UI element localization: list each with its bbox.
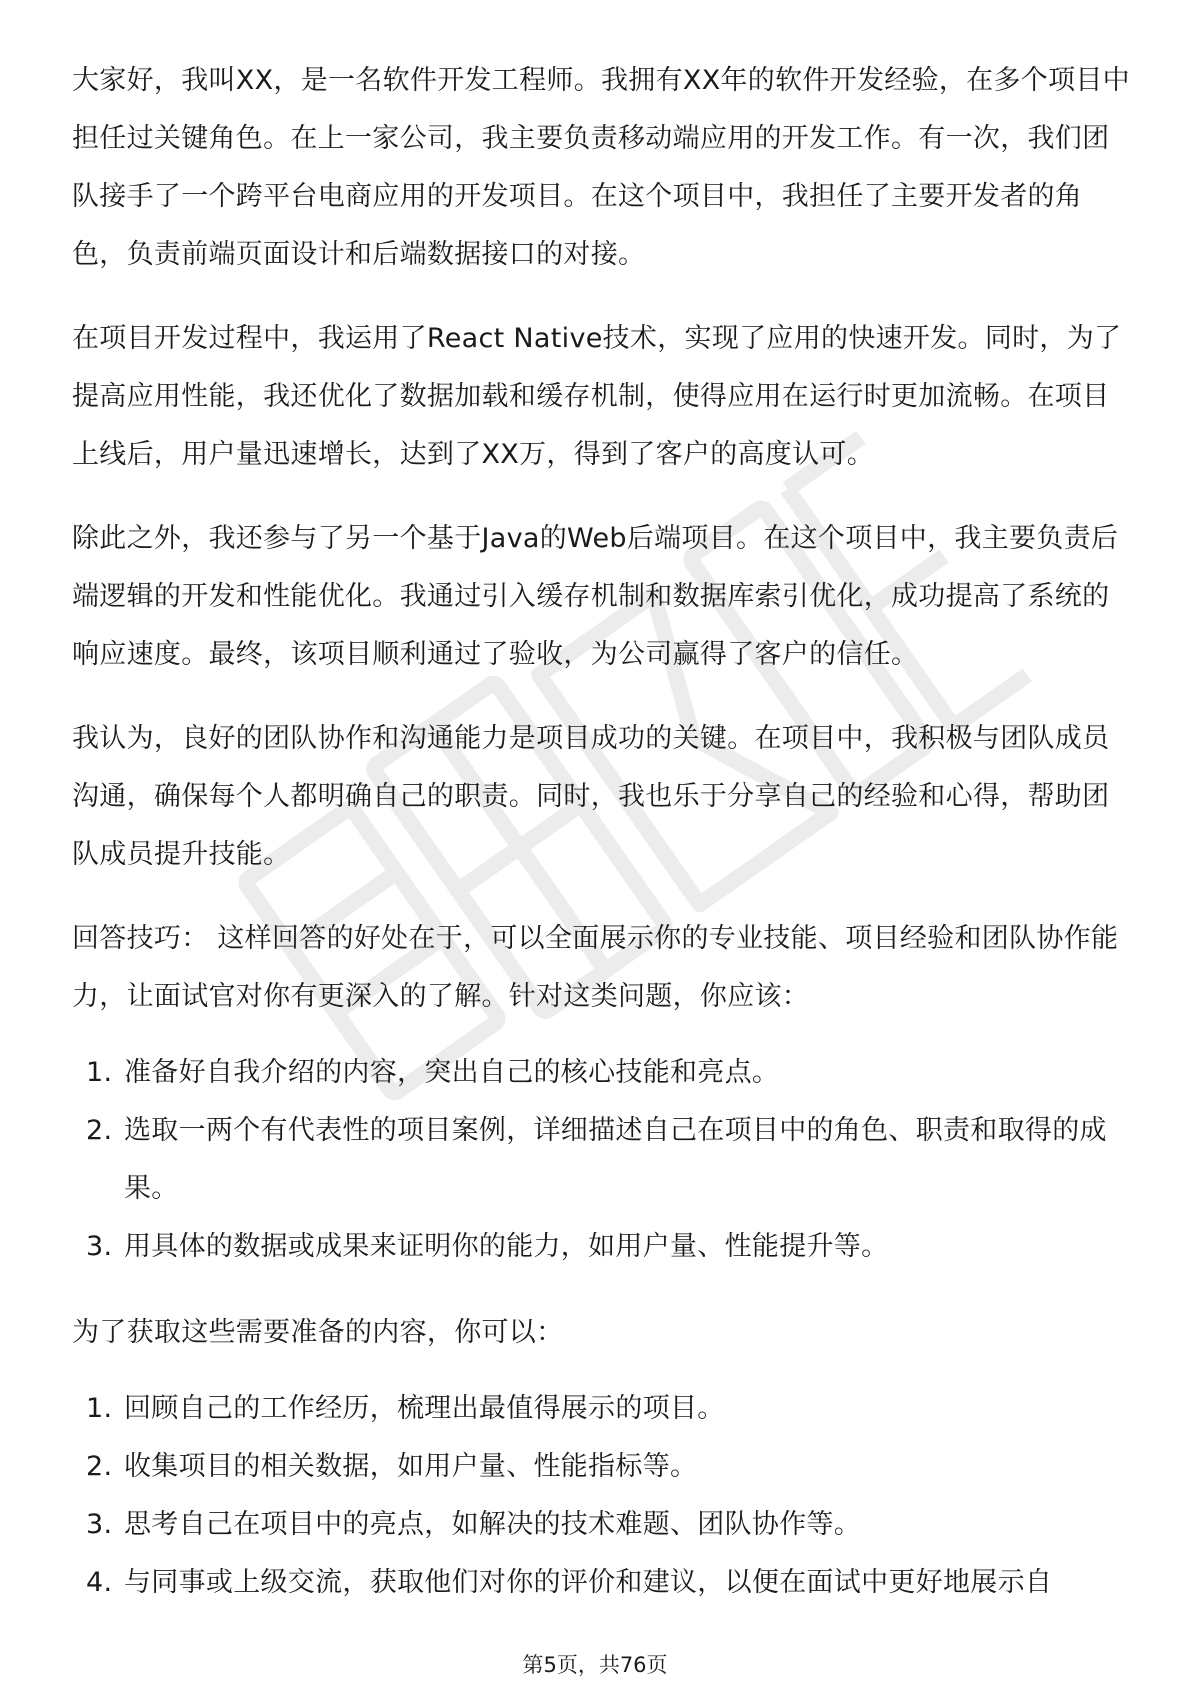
paragraph-java-web-project: 除此之外，我还参与了另一个基于Java的Web后端项目。在这个项目中，我主要负责后端逻辑的开发和性能优化。我通过引入缓存机制和数据库索引优化，成功提高了系统的响应速度。最终，该项目顺利通过了验收，为公司赢得了客户的信任。 <box>72 523 1119 670</box>
list-item <box>72 1102 1132 1218</box>
list-item-number: 1. <box>86 1057 113 1088</box>
list-item-number: 1. <box>86 1393 113 1424</box>
document-page <box>72 52 1132 1640</box>
list-item-text: 思考自己在项目中的亮点，如解决的技术难题、团队协作等。 <box>124 1509 862 1540</box>
page-number-footer: 第5页，共76页 <box>522 1653 668 1677</box>
list-item-number: 2. <box>86 1115 113 1146</box>
list-item-number: 3. <box>86 1231 113 1262</box>
list-item-text: 用具体的数据或成果来证明你的能力，如用户量、性能提升等。 <box>124 1231 889 1262</box>
list-item-text: 收集项目的相关数据，如用户量、性能指标等。 <box>124 1451 698 1482</box>
list-item-text: 选取一两个有代表性的项目案例，详细描述自己在项目中的角色、职责和取得的成果。 <box>124 1115 1107 1204</box>
list-item-number: 3. <box>86 1509 113 1540</box>
list-item-text: 准备好自我介绍的内容，突出自己的核心技能和亮点。 <box>124 1057 780 1088</box>
paragraph-react-native-project: 在项目开发过程中，我运用了React Native技术，实现了应用的快速开发。同时，为了提高应用性能，我还优化了数据加载和缓存机制，使得应用在运行时更加流畅。在项目上线后，用户量迅速增长，达到了XX万，得到了客户的高度认可。 <box>72 323 1122 470</box>
list-item <box>72 1218 1132 1276</box>
list-item <box>72 1554 1132 1612</box>
list-item <box>72 1044 1132 1102</box>
list-item-text: 与同事或上级交流，获取他们对你的评价和建议，以便在面试中更好地展示自 <box>124 1567 1053 1598</box>
list-item <box>72 1380 1132 1438</box>
list-item-text: 回顾自己的工作经历，梳理出最值得展示的项目。 <box>124 1393 725 1424</box>
list-item <box>72 1438 1132 1496</box>
preparation-list <box>72 1380 1132 1612</box>
paragraph-answer-tips: 回答技巧： 这样回答的好处在于，可以全面展示你的专业技能、项目经验和团队协作能力，让面试官对你有更深入的了解。针对这类问题，你应该： <box>72 923 1119 1012</box>
paragraph-teamwork: 我认为，良好的团队协作和沟通能力是项目成功的关键。在项目中，我积极与团队成员沟通，确保每个人都明确自己的职责。同时，我也乐于分享自己的经验和心得，帮助团队成员提升技能。 <box>72 723 1110 870</box>
list-item-number: 4. <box>86 1567 113 1598</box>
paragraph-preparation-intro: 为了获取这些需要准备的内容，你可以： <box>72 1317 564 1348</box>
tips-list <box>72 1044 1132 1276</box>
list-item-number: 2. <box>86 1451 113 1482</box>
list-item <box>72 1496 1132 1554</box>
paragraph-self-intro: 大家好，我叫XX，是一名软件开发工程师。我拥有XX年的软件开发经验，在多个项目中担任过关键角色。在上一家公司，我主要负责移动端应用的开发工作。有一次，我们团队接手了一个跨平台电商应用的开发项目。在这个项目中，我担任了主要开发者的角色，负责前端页面设计和后端数据接口的对接。 <box>72 65 1130 270</box>
